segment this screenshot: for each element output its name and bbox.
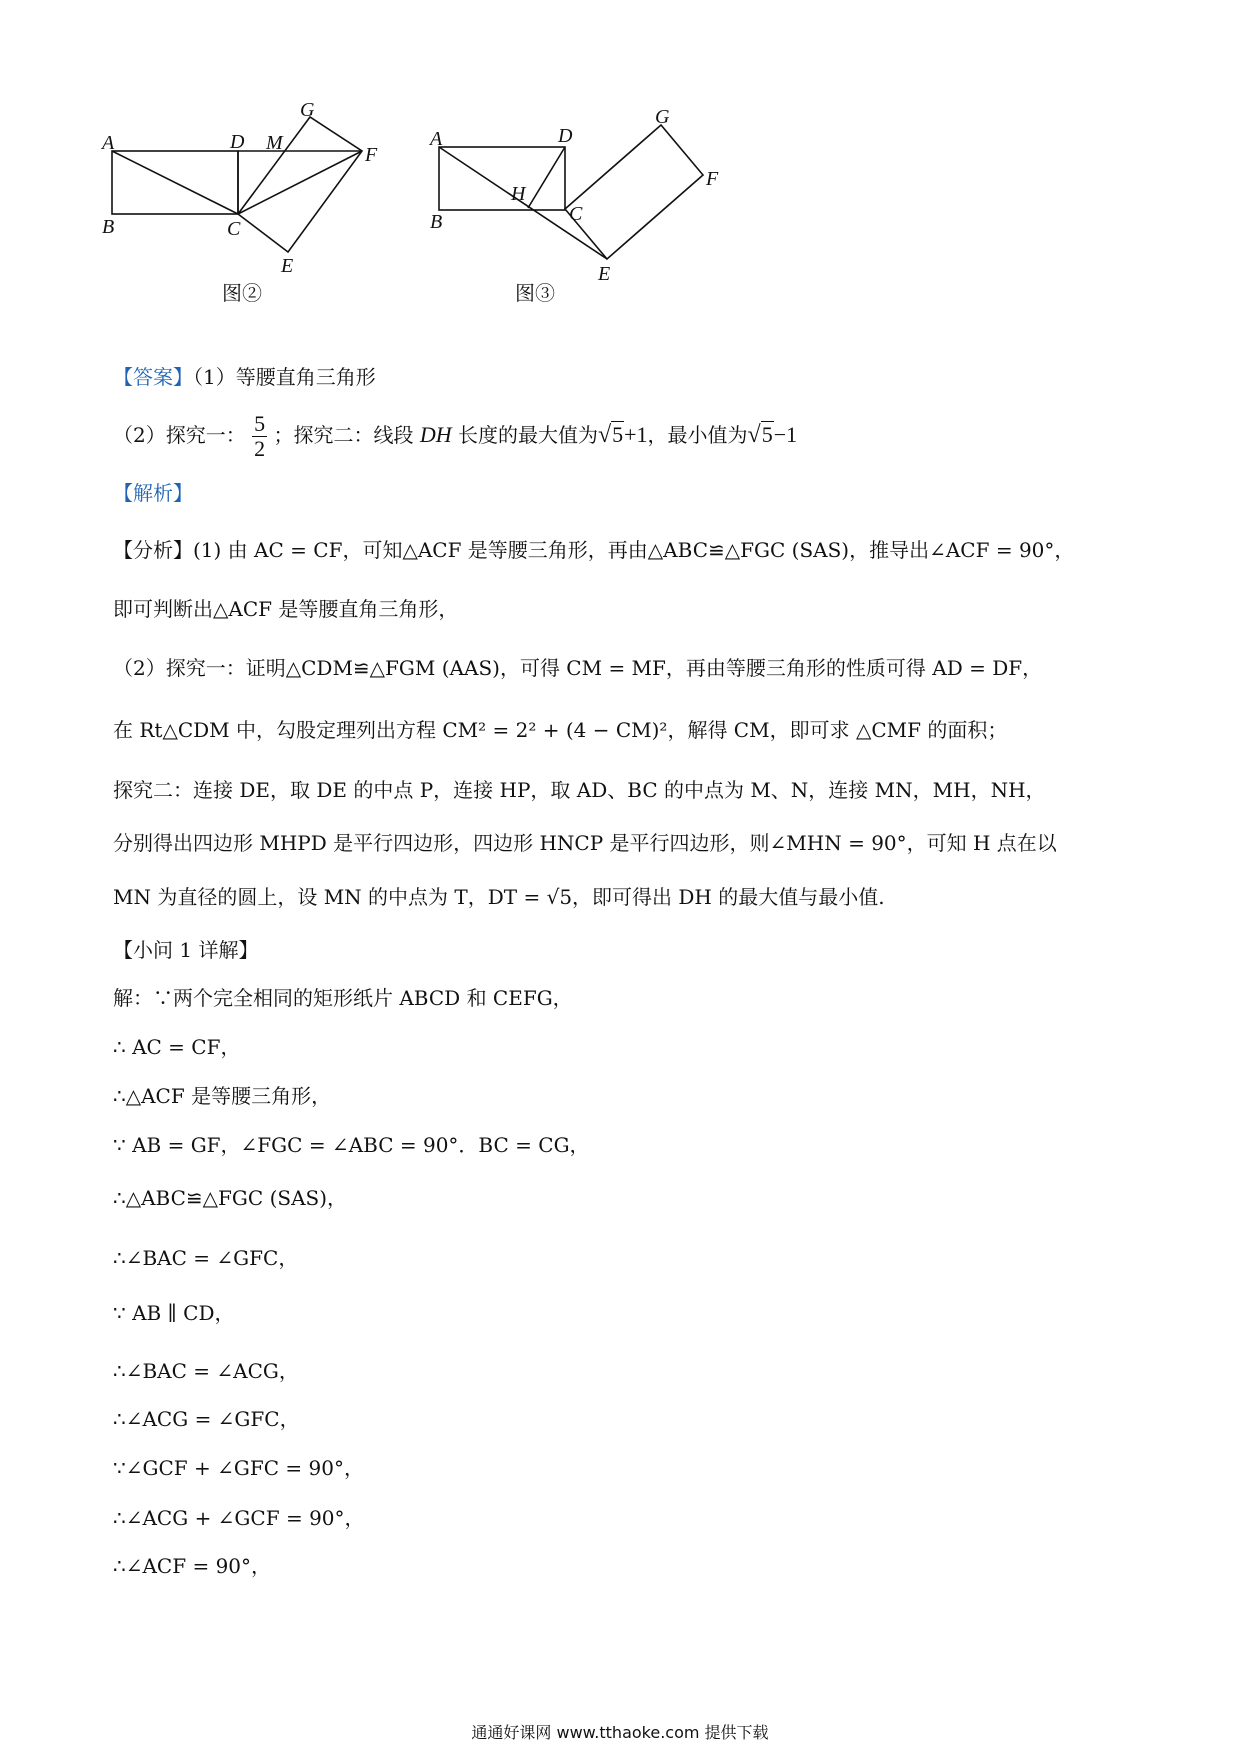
label-f: F bbox=[706, 168, 719, 190]
fraction-denominator: 2 bbox=[254, 436, 266, 461]
label-e: E bbox=[281, 255, 294, 277]
analysis-line-2: 即可判断出△ACF 是等腰直角三角形， bbox=[113, 597, 459, 621]
segment-ac bbox=[112, 151, 238, 214]
label-g: G bbox=[300, 99, 315, 121]
label-g: G bbox=[655, 106, 670, 128]
label-c: C bbox=[227, 218, 241, 240]
label-b: B bbox=[430, 211, 443, 233]
step-9: ∴∠ACG = ∠GFC， bbox=[113, 1407, 300, 1431]
answer-part-2-max: 长度的最大值为 bbox=[457, 423, 598, 447]
radicand-min: 5 bbox=[761, 422, 773, 447]
label-h: H bbox=[511, 183, 526, 205]
fraction-numerator: 5 bbox=[254, 411, 266, 436]
step-3: ∴△ACF 是等腰三角形， bbox=[113, 1084, 332, 1108]
label-a: A bbox=[430, 128, 443, 150]
step-10: ∵∠GCF + ∠GFC = 90°， bbox=[113, 1456, 364, 1480]
answer-line-1 bbox=[113, 364, 376, 390]
analysis-line-5: 探究二：连接 DE，取 DE 的中点 P，连接 HP，取 AD、BC 的中点为 M、N，连接 MN，MH，NH， bbox=[113, 778, 1046, 802]
minus-one: −1 bbox=[773, 422, 798, 447]
radicand-max: 5 bbox=[612, 422, 624, 447]
analysis-line-4: 在 Rt△CDM 中，勾股定理列出方程 CM² = 2² + (4 − CM)²，解得 CM，即可求 △CMF 的面积； bbox=[113, 718, 1008, 742]
figure-3-caption: 图③ bbox=[515, 283, 555, 305]
detail-tag: 【小问 1 详解】 bbox=[113, 938, 259, 962]
figure-2 bbox=[100, 95, 400, 310]
fraction-five-halves bbox=[252, 412, 267, 461]
answer-line-2 bbox=[113, 412, 797, 461]
step-6: ∴∠BAC = ∠GFC， bbox=[113, 1246, 299, 1270]
label-a: A bbox=[102, 132, 115, 154]
step-12: ∴∠ACF = 90°， bbox=[113, 1554, 272, 1578]
step-4: ∵ AB = GF，∠FGC = ∠ABC = 90°．BC = CG， bbox=[113, 1133, 590, 1157]
answer-part-1: （1）等腰直角三角形 bbox=[193, 365, 376, 389]
label-m: M bbox=[266, 132, 283, 154]
label-b: B bbox=[102, 216, 115, 238]
segment-dh bbox=[528, 147, 565, 208]
sqrt-sign-icon: √ bbox=[597, 422, 612, 448]
sqrt-sign-icon: √ bbox=[747, 422, 761, 448]
step-2: ∴ AC = CF， bbox=[113, 1035, 241, 1059]
rectangle-cgfe bbox=[238, 117, 362, 252]
analysis-line-6: 分别得出四边形 MHPD 是平行四边形，四边形 HNCP 是平行四边形，则∠MHN = 90°，可知 H 点在以 bbox=[113, 831, 1057, 855]
analysis-line-7: MN 为直径的圆上，设 MN 的中点为 T，DT = √5，即可得出 DH 的最大值与最小值. bbox=[113, 885, 885, 909]
analysis-line-3: （2）探究一：证明△CDM≌△FGM (AAS)，可得 CM = MF，再由等腰三角形的性质可得 AD = DF， bbox=[113, 656, 1043, 680]
analysis-tag: 【解析】 bbox=[113, 481, 193, 505]
label-e: E bbox=[598, 263, 611, 285]
rectangle-cgfe bbox=[565, 125, 703, 259]
step-1: 解：∵两个完全相同的矩形纸片 ABCD 和 CEFG， bbox=[113, 986, 573, 1010]
label-f: F bbox=[365, 144, 378, 166]
label-d: D bbox=[558, 125, 573, 147]
answer-tag: 【答案】 bbox=[113, 365, 193, 389]
label-d: D bbox=[230, 131, 245, 153]
analysis-line-1: 【分析】(1) 由 AC = CF，可知△ACF 是等腰三角形，再由△ABC≌△FGC (SAS)，推导出∠ACF = 90°， bbox=[113, 538, 1075, 562]
answer-part-2-min: ，最小值为 bbox=[647, 423, 748, 447]
step-5: ∴△ABC≌△FGC (SAS)， bbox=[113, 1186, 348, 1210]
figure-2-caption: 图② bbox=[222, 283, 262, 305]
segment-cf bbox=[238, 151, 362, 214]
step-8: ∴∠BAC = ∠ACG， bbox=[113, 1359, 299, 1383]
plus-one: +1 bbox=[624, 422, 648, 447]
page-footer: 通通好课网 www.tthaoke.com 提供下载 bbox=[471, 1723, 769, 1742]
answer-part-2-mid: ；探究二：线段 bbox=[273, 423, 414, 447]
segment-dh-label: DH bbox=[419, 422, 452, 447]
step-7: ∵ AB ∥ CD， bbox=[113, 1301, 235, 1325]
label-c: C bbox=[569, 203, 583, 225]
answer-part-2-prefix: （2）探究一： bbox=[113, 423, 246, 447]
step-11: ∴∠ACG + ∠GCF = 90°， bbox=[113, 1506, 365, 1530]
figure-3 bbox=[425, 95, 775, 310]
